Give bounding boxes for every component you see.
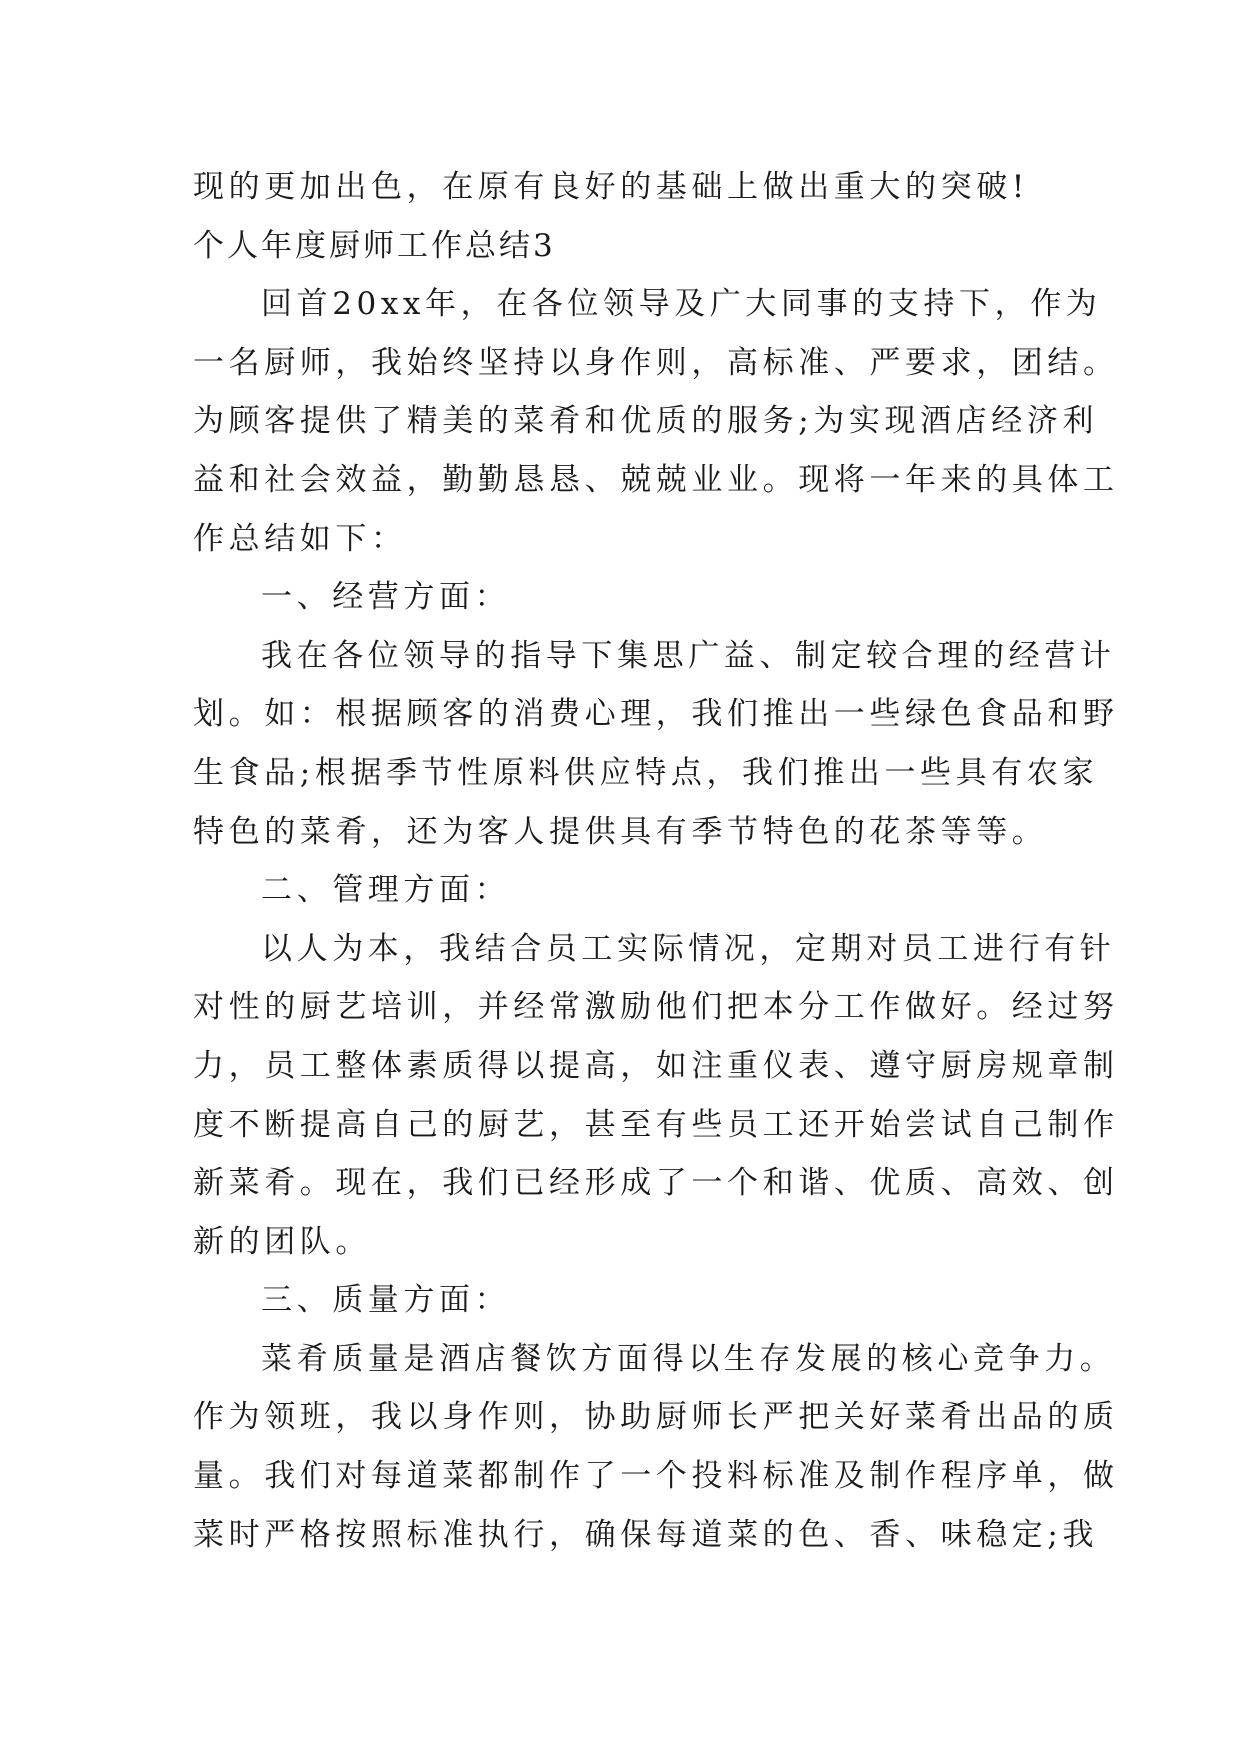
text-line: 特色的菜肴，还为客人提供具有季节特色的花茶等等。 — [193, 813, 1048, 850]
text-line: 划。如：根据顾客的消费心理，我们推出一些绿色食品和野 — [193, 696, 1119, 733]
subsection-heading: 一、经营方面： — [261, 579, 511, 616]
text-line: 为顾客提供了精美的菜肴和优质的服务;为实现酒店经济利 — [193, 403, 1099, 440]
text-line: 回首20xx年，在各位领导及广大同事的支持下，作为 — [261, 286, 1102, 323]
text-line: 度不断提高自己的厨艺，甚至有些员工还开始尝试自己制作 — [193, 1106, 1119, 1143]
text-line: 力，员工整体素质得以提高，如注重仪表、遵守厨房规章制 — [193, 1047, 1119, 1084]
text-line: 以人为本，我结合员工实际情况，定期对员工进行有针 — [261, 930, 1116, 967]
subsection-heading: 二、管理方面： — [261, 872, 511, 909]
text-line: 作总结如下： — [193, 520, 407, 557]
text-line: 新菜肴。现在，我们已经形成了一个和谐、优质、高效、创 — [193, 1165, 1119, 1202]
document-body — [193, 158, 1119, 1564]
text-line: 对性的厨艺培训，并经常激励他们把本分工作做好。经过努 — [193, 989, 1119, 1026]
text-line: 菜肴质量是酒店餐饮方面得以生存发展的核心竞争力。 — [261, 1340, 1116, 1377]
text-line: 作为领班，我以身作则，协助厨师长严把关好菜肴出品的质 — [193, 1399, 1119, 1436]
text-line: 一名厨师，我始终坚持以身作则，高标准、严要求，团结。 — [193, 344, 1119, 381]
section-title: 个人年度厨师工作总结3 — [193, 227, 556, 264]
text-line: 量。我们对每道菜都制作了一个投料标准及制作程序单，做 — [193, 1458, 1119, 1495]
text-line: 新的团队。 — [193, 1223, 371, 1260]
text-line: 现的更加出色，在原有良好的基础上做出重大的突破! — [193, 169, 1029, 205]
text-line: 生食品;根据季节性原料供应特点，我们推出一些具有农家 — [193, 754, 1099, 791]
subsection-heading: 三、质量方面： — [261, 1282, 511, 1319]
text-line: 我在各位领导的指导下集思广益、制定较合理的经营计 — [261, 637, 1116, 674]
text-line: 菜时严格按照标准执行，确保每道菜的色、香、味稳定;我 — [193, 1516, 1099, 1553]
text-line: 益和社会效益，勤勤恳恳、兢兢业业。现将一年来的具体工 — [193, 461, 1119, 498]
